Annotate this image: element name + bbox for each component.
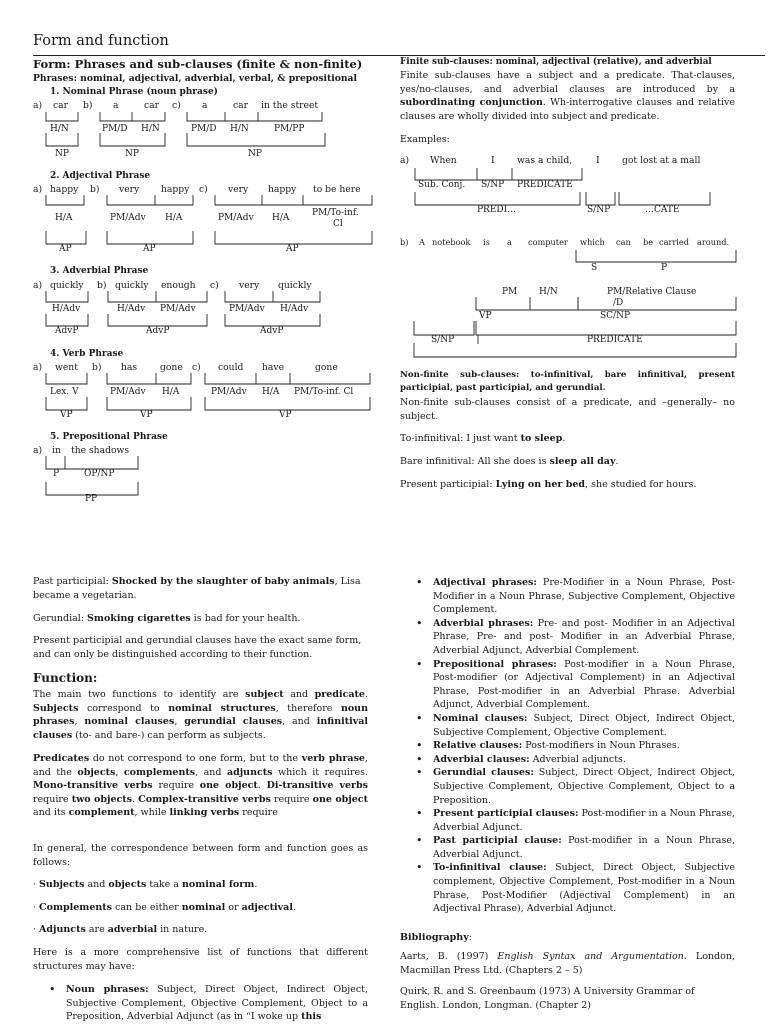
finite-paragraph: Finite sub-clauses have a subject and a predicate. That-clauses, yes/no-clauses, and adverbial clauses are introduced by a subordinating conjunction. Wh-interrogative clauses and relative clauses are wholly divided into subject and predicate.	[400, 70, 735, 122]
ex-a-word: When	[430, 155, 457, 166]
bibliography-entry: Aarts, B. (1997) English Syntax and Argumentation. London, Macmillan Press Ltd. (Chapters 2 – 5)	[400, 951, 735, 976]
list-item: • Past participial clause: Post-modifier in a Noun Phrase, Adverbial Adjunct.	[433, 834, 735, 861]
ap-label: H/A	[272, 213, 290, 223]
advp-word: very	[239, 280, 260, 291]
advp-phrase: AdvP	[146, 326, 170, 336]
pp-title: 5. Prepositional Phrase	[50, 432, 168, 442]
vp-label: H/A	[262, 387, 280, 397]
ex-b-word: a	[507, 237, 512, 247]
ap-word: happy	[50, 184, 79, 195]
ex-b-word: computer	[528, 237, 568, 247]
correspondence-subjects: · Subjects and objects take a nominal form.	[33, 879, 258, 890]
np-label: H/N	[50, 124, 69, 134]
ex-b-word: is	[483, 237, 490, 247]
np-phrase: NP	[55, 149, 69, 159]
ap-label: Cl	[333, 219, 343, 229]
correspondence-adjuncts: · Adjuncts are adverbial in nature.	[33, 924, 208, 935]
ex-b-word: can	[616, 237, 631, 247]
ap-phrase: AP	[143, 244, 156, 254]
ap-phrase: AP	[59, 244, 72, 254]
list-item: • Adjectival phrases: Pre-Modifier in a Noun Phrase, Post-Modifier in a Noun Phrase, Subjective Complement, Objective Complement.	[433, 576, 735, 617]
advp-phrase: AdvP	[260, 326, 284, 336]
np-word: a	[202, 100, 208, 111]
pp-phrase: PP	[85, 494, 98, 504]
ex-a-letter: a)	[400, 155, 410, 166]
ap-label: PM/To-inf.	[312, 208, 359, 218]
np-word: car	[53, 100, 69, 111]
ex-a-label: …CATE	[645, 205, 680, 215]
ex-b-label: PM	[502, 287, 518, 297]
ex-b-label: SC/NP	[600, 311, 631, 321]
advp-label: H/Adv	[117, 304, 146, 314]
pp-label: P	[53, 469, 60, 479]
vp-label: PM/To-inf. Cl	[294, 387, 354, 397]
correspondence-complements: · Complements can be either nominal or adjectival.	[33, 902, 296, 913]
np-word: car	[144, 100, 160, 111]
function-paragraph-2: Predicates do not correspond to one form, but to the verb phrase, and the objects, complements, and adjuncts which it requires. Mono-transitive verbs require one object. Di-transitive verbs require two objects. Complex-transitive verbs require one object and its complement, while linking verbs require	[33, 753, 369, 819]
ex-a-label: S/NP	[481, 180, 505, 190]
same-form-note: Present participial and gerundial clauses have the exact same form, and can only be distinguished according to their function.	[33, 635, 362, 660]
ap-word: very	[119, 184, 140, 195]
ex-b-word: notebook	[432, 237, 471, 247]
np-label: PM/D	[191, 124, 217, 134]
ap-word: happy	[268, 184, 297, 195]
list-item: • Nominal clauses: Subject, Direct Object, Indirect Object, Subjective Complement, Objective Complement.	[433, 712, 735, 739]
vp-word: gone	[160, 362, 183, 373]
ap-title: 2. Adjectival Phrase	[50, 171, 151, 181]
advp-title: 3. Adverbial Phrase	[50, 266, 149, 276]
ex-b-label: S/NP	[431, 335, 455, 345]
function-list	[433, 576, 735, 916]
advp-letter-a: a)	[33, 280, 43, 291]
np-word: car	[233, 100, 249, 111]
correspondence-intro: In general, the correspondence between form and function goes as follows:	[33, 843, 368, 868]
ex-b-label: S	[591, 263, 598, 273]
list-item: • To-infinitival clause: Subject, Direct Object, Subjective complement, Objective Complement, Post-modifier in a Noun Phrase, Post-Modifier (Adjectival Complement) in an Adjectival Phrase), Adverbial Adjunct.	[433, 861, 735, 915]
ex-b-word: A	[419, 237, 425, 247]
ap-letter-b: b)	[90, 184, 100, 195]
ap-phrase: AP	[286, 244, 299, 254]
ap-word: to be here	[313, 184, 361, 195]
ap-label: PM/Adv	[110, 213, 146, 223]
ap-label: H/A	[55, 213, 73, 223]
advp-word: quickly	[115, 280, 149, 291]
vp-letter-c: c)	[192, 362, 201, 373]
vp-label: H/A	[162, 387, 180, 397]
ex-a-label: Sub. Conj.	[418, 180, 466, 190]
advp-word: enough	[161, 280, 196, 291]
list-item: • Present participial clauses: Post-modifier in a Noun Phrase, Adverbial Adjunct.	[433, 807, 735, 834]
bibliography-entry: Quirk, R. and S. Greenbaum (1973) A University Grammar of English. London, Longman. (Chapter 2)	[400, 986, 695, 1011]
np-label: H/N	[141, 124, 160, 134]
phrases-subheading: Phrases: nominal, adjectival, adverbial, verbal, & prepositional	[33, 73, 358, 84]
bibliography-heading: Bibliography:	[400, 932, 472, 943]
ex-b-label: PM/Relative Clause	[607, 287, 697, 297]
list-intro: Here is a more comprehensive list of functions that different structures may have:	[33, 947, 368, 972]
advp-label: PM/Adv	[160, 304, 196, 314]
vp-phrase: VP	[140, 410, 153, 420]
ap-letter-a: a)	[33, 184, 43, 195]
ex-b-word: around.	[697, 237, 730, 247]
advp-phrase: AdvP	[55, 326, 79, 336]
finite-heading: Finite sub-clauses: nominal, adjectival (relative), and adverbial	[400, 57, 712, 67]
function-heading: Function:	[33, 671, 98, 685]
ex-b-word: carried	[659, 237, 689, 247]
ex-b-label: PREDICATE	[587, 335, 643, 345]
ex-a-word: I	[491, 155, 495, 166]
ex-a-word: was a child,	[517, 155, 573, 166]
np-label: H/N	[230, 124, 249, 134]
advp-label: H/Adv	[52, 304, 81, 314]
pp-label: OP/NP	[84, 469, 115, 479]
ap-label: H/A	[165, 213, 183, 223]
advp-label: H/Adv	[280, 304, 309, 314]
ex-a-word: got lost at a mall	[622, 155, 701, 166]
np-letter-a: a)	[33, 100, 43, 111]
np-label: PM/D	[102, 124, 128, 134]
ex-b-word: which	[580, 237, 605, 247]
np-letter-c: c)	[172, 100, 181, 111]
ap-label: PM/Adv	[218, 213, 254, 223]
vp-phrase: VP	[60, 410, 73, 420]
vp-word: could	[218, 362, 244, 373]
advp-letter-b: b)	[97, 280, 107, 291]
vp-word: have	[262, 362, 285, 373]
examples-label: Examples:	[400, 134, 450, 145]
list-item: • Noun phrases: Subject, Direct Object, Indirect Object, Subjective Complement, Objective Complement, Object to a Preposition, Adverbial Adjunct (as in “I woke up this	[66, 983, 368, 1024]
function-paragraph-1: The main two functions to identify are subject and predicate. Subjects correspond to nominal structures, therefore noun phrases, nominal clauses, gerundial clauses, and infinitival clauses (to- and bare-) can perform as subjects.	[33, 689, 368, 741]
page-title: Form and function	[33, 33, 169, 49]
nonfinite-paragraph: Non-finite sub-clauses consist of a predicate, and –generally– no subject.	[400, 397, 735, 422]
np-title: 1. Nominal Phrase (noun phrase)	[50, 87, 218, 97]
nonfinite-heading: Non-finite sub-clauses: to-infinitival, bare infinitival, present participial, past participial, and gerundial.	[400, 370, 735, 393]
list-item: • Relative clauses: Post-modifiers in Noun Phrases.	[433, 739, 735, 753]
ex-b-word: be	[643, 237, 654, 247]
form-heading: Form: Phrases and sub-clauses (finite & non-finite)	[33, 57, 363, 71]
advp-letter-c: c)	[210, 280, 219, 291]
vp-title: 4. Verb Phrase	[50, 349, 124, 359]
vp-phrase: VP	[279, 410, 292, 420]
vp-word: has	[121, 362, 138, 373]
pp-word: in	[52, 445, 61, 456]
vp-label: PM/Adv	[110, 387, 146, 397]
ap-word: happy	[161, 184, 190, 195]
ex-a-label: PREDICATE	[517, 180, 573, 190]
gerundial-example: Gerundial: Smoking cigarettes is bad for your health.	[33, 613, 301, 624]
past-participial-example: Past participial: Shocked by the slaughter of baby animals, Lisa became a vegetarian.	[33, 576, 361, 601]
vp-letter-b: b)	[92, 362, 102, 373]
ex-b-label: H/N	[539, 287, 558, 297]
vp-word: went	[55, 362, 78, 373]
np-letter-b: b)	[83, 100, 93, 111]
bare-infinitival-example: Bare infinitival: All she does is sleep all day.	[400, 456, 619, 467]
ex-a-label: PREDI…	[477, 205, 517, 215]
vp-label: PM/Adv	[211, 387, 247, 397]
list-item: • Adverbial clauses: Adverbial adjuncts.	[433, 753, 735, 767]
ex-b-label: P	[661, 263, 668, 273]
np-word: a	[113, 100, 119, 111]
np-word: in the street	[261, 100, 319, 111]
np-phrase: NP	[125, 149, 139, 159]
list-item: • Adverbial phrases: Pre- and post- Modifier in an Adjectival Phrase, Pre- and post- Modifier in an Adverbial Phrase, Adverbial Adjunct, Adverbial Complement.	[433, 617, 735, 658]
advp-label: PM/Adv	[229, 304, 265, 314]
vp-letter-a: a)	[33, 362, 43, 373]
advp-word: quickly	[50, 280, 84, 291]
ex-a-word: I	[596, 155, 600, 166]
vp-label: Lex. V	[50, 387, 79, 397]
present-participial-example: Present participial: Lying on her bed, she studied for hours.	[400, 479, 697, 490]
advp-word: quickly	[278, 280, 312, 291]
pp-letter-a: a)	[33, 445, 43, 456]
np-label: PM/PP	[274, 124, 305, 134]
list-item: • Prepositional phrases: Post-modifier in a Noun Phrase, Post-modifier (or Adjectival Complement) in an Adjectival Phrase, Post-modifier in an Adverbial Phrase. Adverbial Adjunct, Adverbial Complement.	[433, 658, 735, 712]
title-rule	[33, 55, 765, 56]
ex-b-label: /D	[613, 298, 624, 308]
list-item: • Gerundial clauses: Subject, Direct Object, Indirect Object, Subjective Complement, Objective Complement, Object to a Preposition.	[433, 766, 735, 807]
ex-b-letter: b)	[400, 237, 409, 247]
ap-word: very	[228, 184, 249, 195]
to-infinitival-example: To-infinitival: I just want to sleep.	[400, 433, 566, 444]
ex-a-label: S/NP	[587, 205, 611, 215]
noun-phrase-list	[66, 983, 368, 1024]
np-phrase: NP	[248, 149, 262, 159]
ex-b-label: VP	[479, 311, 492, 321]
vp-word: gone	[315, 362, 338, 373]
ap-letter-c: c)	[199, 184, 208, 195]
pp-word: the shadows	[71, 445, 130, 456]
